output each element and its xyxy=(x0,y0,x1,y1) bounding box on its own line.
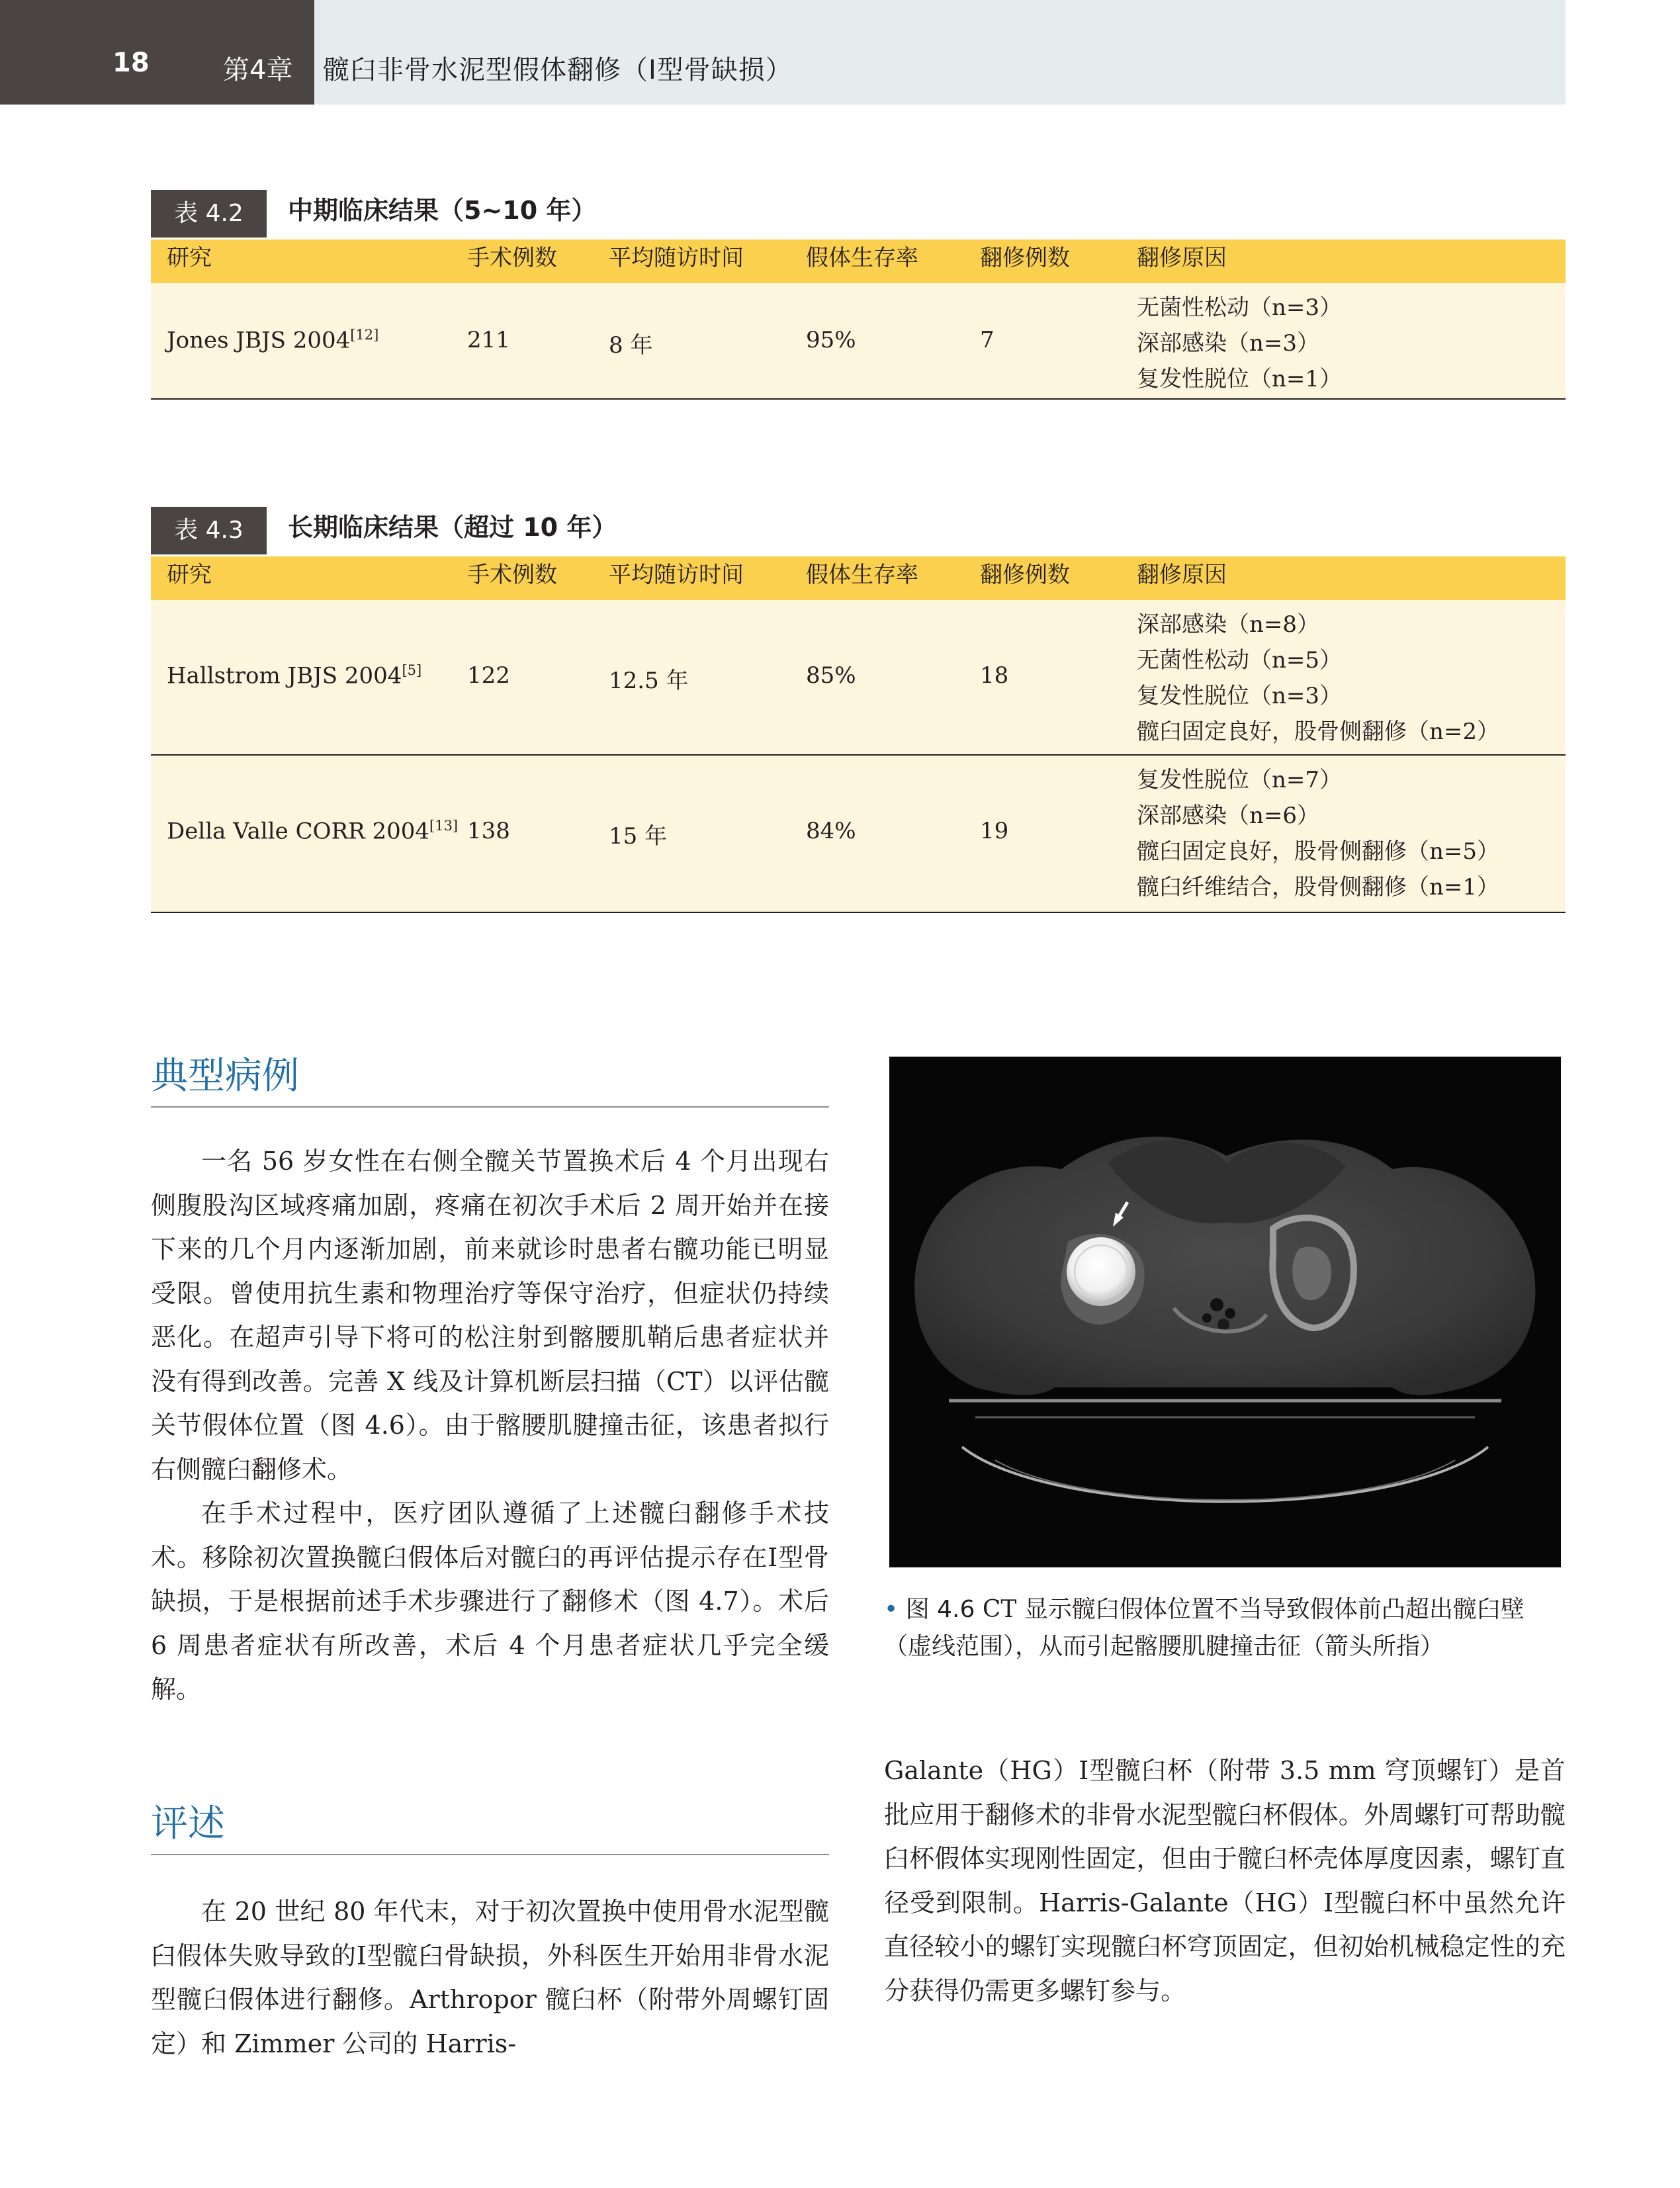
chapter-title: 髋臼非骨水泥型假体翻修（Ⅰ型骨缺损） xyxy=(323,55,793,85)
cell-followup: 8 年 xyxy=(609,332,653,359)
col-header-survival: 假体生存率 xyxy=(806,562,918,588)
section-heading-review: 评述 xyxy=(151,1794,829,1855)
cell-study: Della Valle CORR 2004[13] xyxy=(167,818,459,845)
cell-reasons xyxy=(1137,762,1499,905)
cell-study: Hallstrom JBJS 2004[5] xyxy=(167,662,422,689)
cell-survival: 85% xyxy=(806,662,856,689)
cell-cases: 138 xyxy=(467,818,510,844)
reason-item: 无菌性松动（n=3） xyxy=(1137,294,1343,321)
reason-item: 髋臼纤维结合，股骨侧翻修（n=1） xyxy=(1137,874,1500,900)
table-4-2 xyxy=(151,190,1566,411)
cell-revisions: 7 xyxy=(980,327,995,353)
section-heading-case: 典型病例 xyxy=(151,1047,829,1108)
col-header-survival: 假体生存率 xyxy=(806,245,918,271)
chapter-label: 第4章 xyxy=(223,55,293,85)
cell-study: Jones JBJS 2004[12] xyxy=(167,327,379,354)
reason-item: 深部感染（n=6） xyxy=(1137,803,1320,829)
cell-reasons xyxy=(1137,607,1499,750)
cell-revisions: 19 xyxy=(980,818,1009,844)
reason-item: 复发性脱位（n=7） xyxy=(1137,767,1343,793)
figure-caption xyxy=(884,1591,1566,1665)
reason-item: 髋臼固定良好，股骨侧翻修（n=5） xyxy=(1137,838,1500,865)
figure-caption-text: CT 显示髋臼假体位置不当导致假体前凸超出髋臼壁（虚线范围），从而引起髂腰肌腱撞击征（箭头所指） xyxy=(884,1596,1525,1660)
table-title: 长期临床结果（超过 10 年） xyxy=(288,513,617,542)
reason-item: 深部感染（n=8） xyxy=(1137,611,1320,638)
col-header-followup: 平均随访时间 xyxy=(609,245,744,271)
col-header-revisions: 翻修例数 xyxy=(980,245,1070,271)
page-header xyxy=(0,0,1566,105)
figure-number: 图 4.6 xyxy=(905,1596,975,1623)
ct-scan-image xyxy=(889,1057,1561,1567)
table-body xyxy=(151,283,1566,400)
ct-scan-drawing xyxy=(889,1057,1561,1567)
col-header-followup: 平均随访时间 xyxy=(609,562,744,588)
case-paragraph-2: 在手术过程中，医疗团队遵循了上述髋臼翻修手术技术。移除初次置换髋臼假体后对髋臼的再评估提示存在Ⅰ型骨缺损，于是根据前述手术步骤进行了翻修术（图 4.7）。术后 6 周患者症状有所改善，术后 4 个月患者症状几乎完全缓解。 xyxy=(151,1499,829,1704)
table-body xyxy=(151,600,1566,913)
table-title: 中期临床结果（5~10 年） xyxy=(288,196,597,225)
reason-item: 髋臼固定良好，股骨侧翻修（n=2） xyxy=(1137,719,1500,745)
caption-bullet: • xyxy=(884,1596,899,1623)
col-header-revisions: 翻修例数 xyxy=(980,562,1070,588)
case-body xyxy=(151,1139,829,1712)
cell-cases: 211 xyxy=(467,327,510,353)
table-row xyxy=(151,283,1566,400)
table-row xyxy=(151,600,1566,756)
table-row xyxy=(151,756,1566,913)
cell-survival: 95% xyxy=(806,327,856,353)
col-header-reasons: 翻修原因 xyxy=(1137,245,1227,271)
cell-survival: 84% xyxy=(806,818,856,844)
table-label: 表 4.3 xyxy=(151,507,267,554)
table-header-row xyxy=(151,240,1566,283)
cell-reasons xyxy=(1137,290,1342,397)
col-header-study: 研究 xyxy=(167,562,212,588)
col-header-study: 研究 xyxy=(167,245,212,271)
review-paragraph-2: Galante（HG）Ⅰ型髋臼杯（附带 3.5 mm 穹顶螺钉）是首批应用于翻修术的非骨水泥型髋臼杯假体。外周螺钉可帮助髋臼杯假体实现刚性固定，但由于髋臼杯壳体厚度因素，螺钉直径受到限制。Harris-Galante（HG）Ⅰ型髋臼杯中虽然允许直径较小的螺钉实现髋臼杯穹顶固定，但初始机械稳定性的充分获得仍需更多螺钉参与。 xyxy=(884,1756,1566,2005)
reason-item: 复发性脱位（n=1） xyxy=(1137,366,1343,392)
cell-followup: 12.5 年 xyxy=(609,668,689,694)
review-paragraph-1: 在 20 世纪 80 年代末，对于初次置换中使用骨水泥型髋臼假体失败导致的Ⅰ型髋臼骨缺损，外科医生开始用非骨水泥型髋臼假体进行翻修。Arthropor 髋臼杯（附带外周螺钉固定）和 Zimmer 公司的 Harris- xyxy=(151,1897,829,2058)
page-number: 18 xyxy=(112,48,150,78)
review-body xyxy=(151,1890,829,2066)
case-paragraph-1: 一名 56 岁女性在右侧全髋关节置换术后 4 个月出现右侧腹股沟区域疼痛加剧，疼痛在初次手术后 2 周开始并在接下来的几个月内逐渐加剧，前来就诊时患者右髋功能已明显受限。曾使用抗生素和物理治疗等保守治疗，但症状仍持续恶化。在超声引导下将可的松注射到髂腰肌鞘后患者症状并没有得到改善。完善 X 线及计算机断层扫描（CT）以评估髋关节假体位置（图 4.6）。由于髂腰肌腱撞击征，该患者拟行右侧髋臼翻修术。 xyxy=(151,1147,829,1484)
reason-item: 复发性脱位（n=3） xyxy=(1137,683,1343,709)
table-label: 表 4.2 xyxy=(151,190,267,238)
col-header-reasons: 翻修原因 xyxy=(1137,562,1227,588)
table-header-row xyxy=(151,556,1566,600)
cell-followup: 15 年 xyxy=(609,823,668,850)
reason-item: 无菌性松动（n=5） xyxy=(1137,647,1343,674)
cell-cases: 122 xyxy=(467,662,510,689)
cell-revisions: 18 xyxy=(980,662,1009,689)
table-4-3 xyxy=(151,507,1566,924)
review-continuation xyxy=(884,1749,1566,2013)
col-header-cases: 手术例数 xyxy=(467,562,557,588)
reason-item: 深部感染（n=3） xyxy=(1137,330,1320,357)
col-header-cases: 手术例数 xyxy=(467,245,557,271)
